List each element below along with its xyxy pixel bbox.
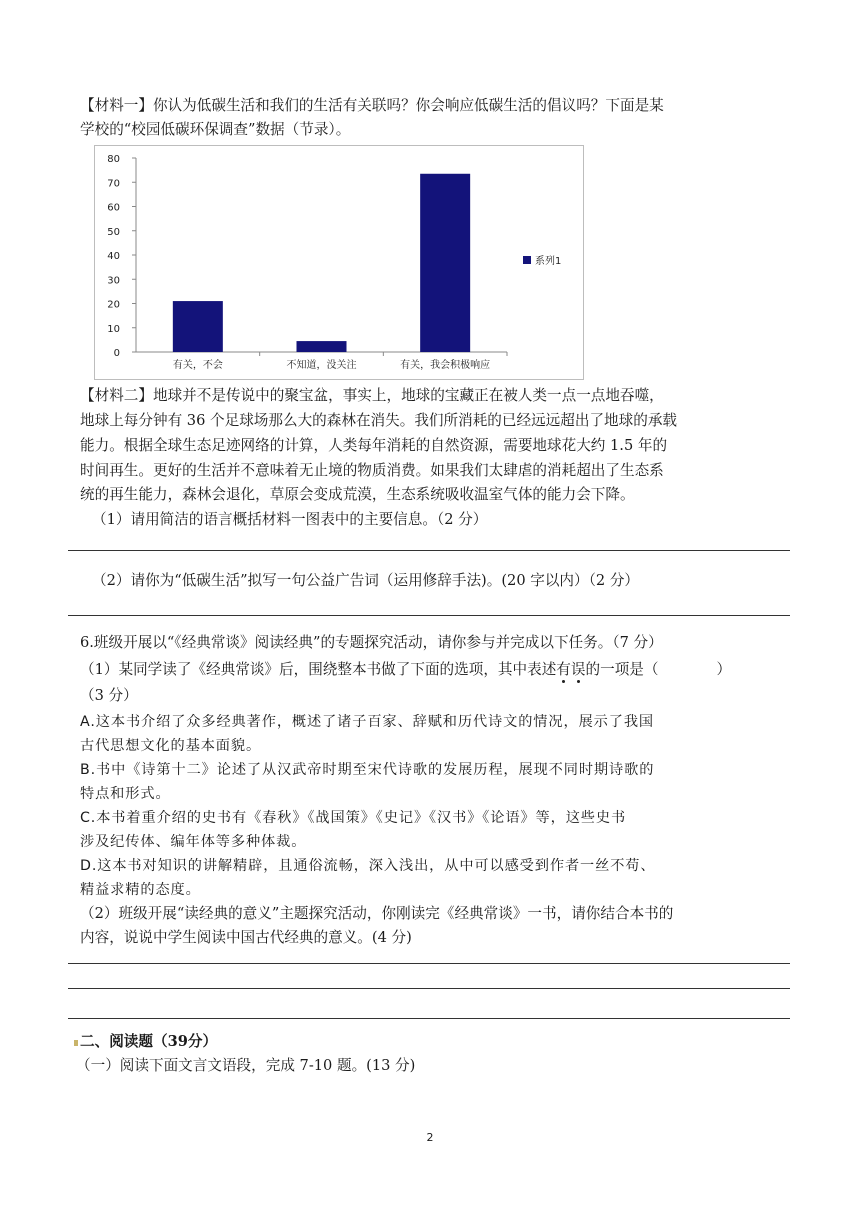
answer-line-q6-2[interactable]: [68, 988, 790, 989]
q6-sub1: [80, 658, 792, 682]
q6-sub2-line2: 内容，说说中学生阅读中国古代经典的意义。(4 分): [80, 929, 412, 946]
material1-text: 你认为低碳生活和我们的生活有关联吗？你会响应低碳生活的倡议吗？下面是某: [152, 97, 664, 114]
option-a-line1: A.这本书介绍了众多经典著作，概述了诸子百家、辞赋和历代诗文的情况，展示了我国: [80, 714, 655, 730]
q6-sub1-close: ）: [716, 661, 732, 678]
material1-line2: 学校的“校园低碳环保调查”数据（节录）。: [80, 121, 351, 138]
legend-label: 系列1: [535, 256, 562, 267]
material2-line5: 统的再生能力，森林会退化，草原会变成荒漠，生态系统吸收温室气体的能力会下降。: [80, 486, 635, 503]
emphasis-char-1: 有: [556, 661, 571, 678]
q5-sub2: （2）请你为“低碳生活”拟写一句公益广告词（运用修辞手法)。(20 字以内）（2 分）: [92, 572, 640, 589]
option-b-line1: B.书中《诗第十二》论述了从汉武帝时期至宋代诗歌的发展历程，展现不同时期诗歌的: [80, 762, 655, 778]
y-tick-label: 10: [107, 323, 120, 335]
material2-line1: [80, 384, 792, 408]
x-tick-label: 有关，不会: [172, 360, 223, 371]
answer-line-q5-1[interactable]: [68, 550, 790, 551]
material2-line4: 时间再生。更好的生活并不意味着无止境的物质消费。如果我们太肆虐的消耗超出了生态系: [80, 462, 664, 479]
option-d-line1: D.这本书对知识的讲解精辟，且通俗流畅，深入浅出，从中可以感受到作者一丝不苟、: [80, 858, 656, 874]
q6-sub1-score: （3 分）: [80, 687, 138, 704]
section2-heading: 二、阅读题（39分）: [80, 1033, 218, 1050]
q6-sub1-post: 的一项是（: [585, 661, 659, 678]
y-tick-label: 0: [113, 348, 120, 359]
q6-sub2-line1: （2）班级开展“读经典的意义”主题探究活动，你刚读完《经典常谈》一书，请你结合本书的: [80, 905, 674, 922]
material2-line3: 能力。根据全球生态足迹网络的计算，人类每年消耗的自然资源，需要地球花大约 1.5 年的: [80, 437, 668, 454]
y-tick-label: 40: [107, 251, 120, 262]
material1-line1: [80, 94, 792, 118]
material2-line2: 地球上每分钟有 36 个足球场那么大的森林在消失。我们所消耗的已经远远超出了地球的承载: [80, 412, 678, 429]
option-c-line2: 涉及纪传体、编年体等多种体裁。: [80, 834, 307, 850]
emphasis-char-2: 误: [570, 661, 586, 678]
q6-sub1-text: （1）某同学读了《经典常谈》后，围绕整本书做了下面的选项，其中表述: [80, 661, 557, 678]
bar: [173, 301, 223, 352]
answer-line-q6-3[interactable]: [68, 1018, 790, 1019]
material2-text-1: 地球并不是传说中的聚宝盆，事实上，地球的宝藏正在被人类一点一点地吞噬，: [152, 387, 664, 404]
option-b-line2: 特点和形式。: [80, 786, 171, 802]
legend-swatch: [523, 256, 531, 264]
bar-chart-svg: [95, 146, 583, 379]
material1-label: 【材料一】: [80, 97, 153, 114]
y-tick-label: 30: [107, 275, 120, 287]
section2-sub: （一）阅读下面文言文语段，完成 7-10 题。(13 分): [76, 1057, 416, 1074]
answer-line-q6-1[interactable]: [68, 963, 790, 964]
y-tick-label: 20: [107, 299, 120, 311]
y-tick-label: 60: [107, 202, 120, 214]
x-tick-label: 不知道，没关注: [286, 360, 357, 371]
option-c-line1: C.本书着重介绍的史书有《春秋》《战国策》《史记》《汉书》《论语》等，这些史书: [80, 810, 627, 826]
option-d-line2: 精益求精的态度。: [80, 882, 201, 898]
answer-line-q5-2[interactable]: [68, 615, 790, 616]
bar: [297, 341, 347, 352]
page-number: 2: [426, 1131, 434, 1144]
y-tick-label: 50: [107, 226, 120, 238]
x-tick-label: 有关，我会积极响应: [400, 360, 491, 371]
bar: [420, 174, 470, 352]
option-a-line2: 古代思想文化的基本面貌。: [80, 738, 262, 754]
y-tick-label: 70: [107, 178, 120, 190]
q5-sub1: （1）请用简洁的语言概括材料一图表中的主要信息。（2 分）: [92, 511, 488, 528]
survey-chart: [94, 145, 584, 380]
y-tick-label: 80: [107, 154, 120, 165]
material2-label: 【材料二】: [80, 387, 153, 404]
cursor-mark: [74, 1040, 78, 1046]
q6-title: 6.班级开展以“《经典常谈》阅读经典”的专题探究活动，请你参与并完成以下任务。（7 分）: [80, 634, 663, 651]
